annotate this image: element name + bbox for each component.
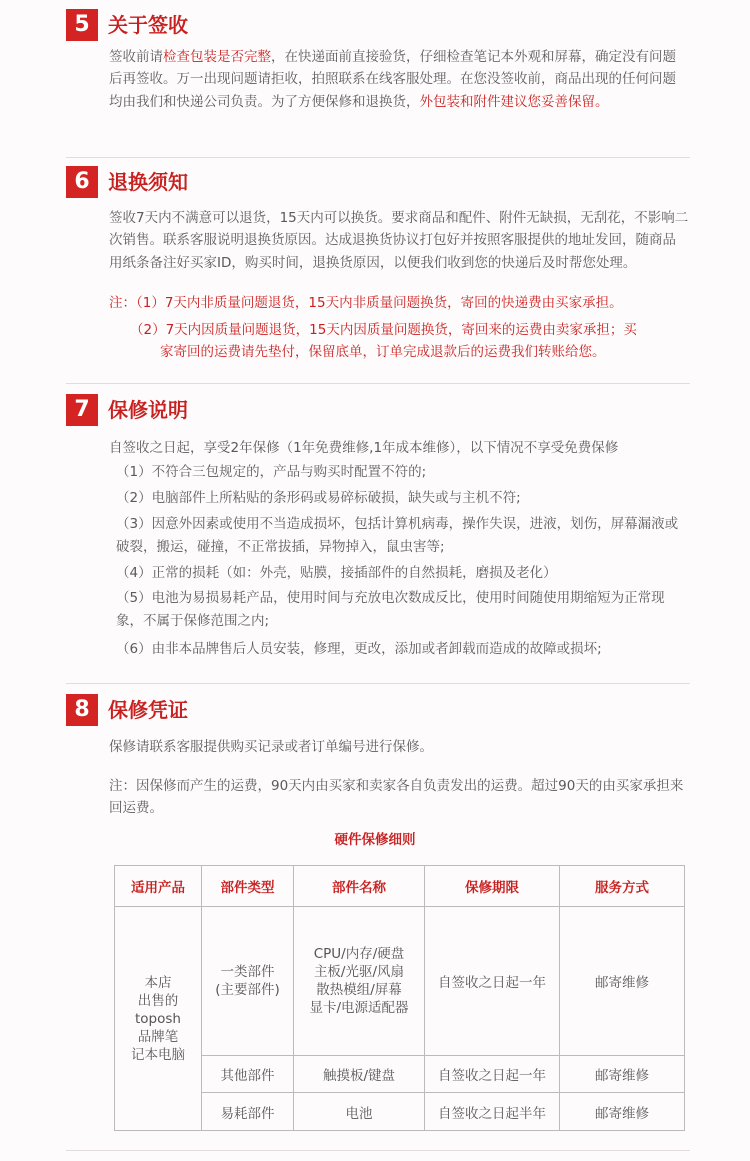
- table-title: 硬件保修细则: [334, 832, 416, 848]
- section-6-note-3: 家寄回的运费请先垫付，保留底单，订单完成退款后的运费我们转账给您。: [160, 344, 606, 360]
- section-7-intro: 自签收之日起，享受2年保修（1年免费维修,1年成本维修），以下情况不享受免费保修: [109, 440, 619, 456]
- warranty-exclusion-item: （4）正常的损耗（如：外壳，贴膜，接插部件的自然损耗，磨损及老化）: [116, 565, 557, 581]
- section-6-note-1: 注：（1）7天内非质量问题退货，15天内非质量问题换货，寄回的快递费由买家承担。: [109, 295, 623, 311]
- product-line: 出售的: [137, 992, 179, 1009]
- part-name-cell: 电池: [294, 1093, 425, 1131]
- section-divider: [66, 383, 690, 384]
- section-6-note-2: （2）7天内因质量问题退货，15天内因质量问题换货，寄回来的运费由卖家承担；买: [130, 322, 637, 338]
- warranty-period-cell: 自签收之日起一年: [425, 1056, 560, 1093]
- product-line: 本店: [144, 974, 172, 991]
- part-type-line: 一类部件: [220, 964, 275, 980]
- product-line: 品牌笔: [137, 1028, 179, 1045]
- section-8-number: 8: [66, 694, 98, 726]
- part-name-line: 显卡/电源适配器: [309, 1000, 409, 1016]
- service-method-cell: 邮寄维修: [560, 1056, 685, 1093]
- section-divider: [66, 1150, 690, 1151]
- product-cell: [115, 907, 202, 1131]
- part-name-line: CPU/内存/硬盘: [313, 946, 405, 962]
- section-8-note: 注：因保修而产生的运费，90天内由买家和卖家各自负责发出的运费。超过90天的由买家承担来回运费。: [109, 778, 684, 817]
- part-type-cell: 其他部件: [202, 1056, 294, 1093]
- column-header: 保修期限: [425, 866, 560, 907]
- product-line: toposh: [135, 1010, 181, 1027]
- section-5-title: 关于签收: [108, 13, 188, 37]
- section-5-body-mid: ，在快递面前直接验货，仔细检查笔记本外观和屏幕，确定没有问题后再签收。万一出现问题请拒收，拍照联系在线客服处理。在您没签收前，商品出现的任何问题均由我们和快递公司负责。为了方便保修和退换货，: [109, 49, 676, 110]
- warranty-exclusion-item: （2）电脑部件上所粘贴的条形码或易碎标破损，缺失或与主机不符;: [116, 490, 521, 506]
- hardware-warranty-table: [114, 865, 685, 1131]
- warranty-exclusion-item: （5）电池为易损易耗产品，使用时间与充放电次数成反比，使用时间随使用期缩短为正常现象，不属于保修范围之内;: [116, 590, 665, 629]
- service-method-cell: 邮寄维修: [560, 907, 685, 1056]
- product-line: 记本电脑: [131, 1046, 185, 1063]
- table-header-row: [115, 866, 685, 907]
- column-header: 部件类型: [202, 866, 294, 907]
- section-6-number: 6: [66, 166, 98, 198]
- warranty-exclusion-item: （6）由非本品牌售后人员安装，修理，更改，添加或者卸载而造成的故障或损坏;: [116, 641, 602, 657]
- part-name-line: 散热模组/屏幕: [316, 982, 402, 998]
- section-8-title: 保修凭证: [108, 698, 188, 722]
- part-name-cell: [294, 907, 425, 1056]
- table-row: [115, 907, 685, 1056]
- section-5-body-tail: 外包装和附件建议您妥善保留。: [419, 93, 609, 110]
- part-type-cell: [202, 907, 294, 1056]
- column-header: 适用产品: [115, 866, 202, 907]
- part-name-line: 主板/光驱/风扇: [313, 964, 405, 980]
- section-5-number: 5: [66, 9, 98, 41]
- section-6-title: 退换须知: [108, 170, 188, 194]
- warranty-period-cell: 自签收之日起半年: [425, 1093, 560, 1131]
- section-divider: [66, 683, 690, 684]
- section-8-body: 保修请联系客服提供购买记录或者订单编号进行保修。: [109, 739, 433, 755]
- section-7-title: 保修说明: [108, 398, 188, 422]
- section-divider: [66, 157, 690, 158]
- section-5-body: [109, 46, 689, 113]
- section-5-body-pre: 签收前请: [109, 49, 163, 65]
- warranty-exclusion-item: （1）不符合三包规定的，产品与购买时配置不符的;: [116, 464, 427, 480]
- section-7-number: 7: [66, 394, 98, 426]
- warranty-period-cell: 自签收之日起一年: [425, 907, 560, 1056]
- column-header: 服务方式: [560, 866, 685, 907]
- service-method-cell: 邮寄维修: [560, 1093, 685, 1131]
- part-type-line: (主要部件): [215, 982, 280, 998]
- warranty-exclusion-item: （3）因意外因素或使用不当造成损坏，包括计算机病毒，操作失误，进液，划伤，屏幕漏液或破裂，搬运，碰撞，不正常拔插，异物掉入，鼠虫害等;: [116, 516, 679, 555]
- part-name-cell: 触摸板/键盘: [294, 1056, 425, 1093]
- part-type-cell: 易耗部件: [202, 1093, 294, 1131]
- section-6-body: 签收7天内不满意可以退货，15天内可以换货。要求商品和配件、附件无缺损，无刮花，不影响二次销售。联系客服说明退换货原因。达成退换货协议打包好并按照客服提供的地址发回，随商品用纸条备注好买家ID，购买时间，退换货原因，以便我们收到您的快递后及时帮您处理。: [109, 210, 689, 271]
- section-5-body-highlight: 检查包装是否完整: [163, 49, 271, 65]
- column-header: 部件名称: [294, 866, 425, 907]
